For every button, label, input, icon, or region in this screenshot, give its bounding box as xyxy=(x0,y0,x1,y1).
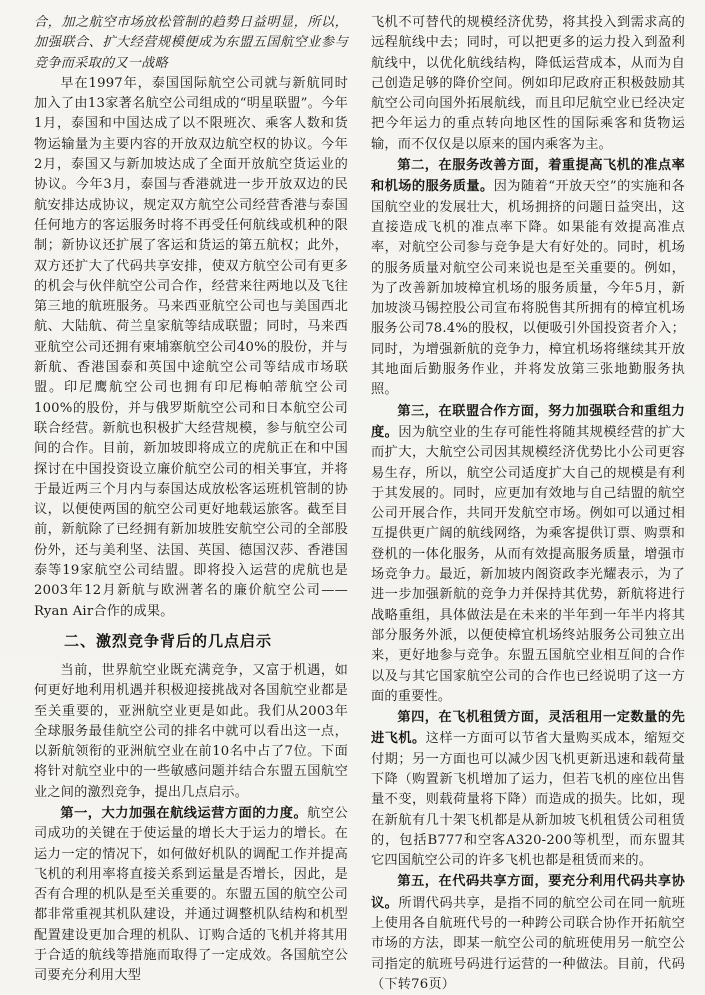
paragraph-text: 航空公司成功的关键在于使运量的增长大于运力的增长。在运力一定的情况下，如何做好机队的调配工作并提高飞机的利用率将直接关系到运量是否增长，因此，是否有合理的机队是至关重要的。东盟五国的航空公司都非常重视其机队建设，并通过调整机队结构和机型配置建设更加合理的机队、订购合适的飞机并将其用于合适的航线等措施而取得了一定成效。各国航空公司要充分利用大型 xyxy=(34,805,348,984)
paragraph-text: 合，加之航空市场放松管制的趋势日益明显，所以，加强联合、扩大经营规模便成为东盟五国航空业参与竞争而采取的又一战略 xyxy=(34,15,348,71)
paragraph xyxy=(371,707,685,871)
paragraph-text: 因为航空业的生存可能性将随其规模经营的扩大而扩大，大航空公司因其规模经济优势比小公司更容易生存，所以，航空公司适度扩大自己的规模是有利于其发展的。同时，应更加有效地与自己结盟的航空公司开展合作，共同开发航空市场。例如可以通过相互提供更广阔的航线网络，为乘客提供订票、购票和登机的一体化服务，从而有效提高服务质量，增强市场竞争力。最近，新加坡内阁资政李光耀表示，为了进一步加强新航的竞争力并保持其优势，新航将进行战略重组，具体做法是在未来的半年到一年半内将其部分服务外派，以便使樟宜机场终站服务公司独立出来，更好地参与竞争。东盟五国航空业相互间的合作以及与其它国家航空公司的合作也已经说明了这一方面的重要性。 xyxy=(371,424,685,704)
paragraph xyxy=(371,871,685,995)
section-heading xyxy=(34,632,348,652)
paragraph-text: 早在1997年，泰国国际航空公司就与新航同时加入了由13家著名航空公司组成的“明星联盟”。今年1月，泰国和中国达成了以不限班次、乘客人数和货物运输量为主要内容的开放双边航空权的协议。今年2月，泰国又与新加坡达成了全面开放航空货运业的协议。今年3月，泰国与香港就进一步开放双边的民航安排达成协议，规定双方航空公司经营香港与泰国任何地方的客运服务时将不再受任何航线或机种的限制；新协议还扩展了客运和货运的第五航权；此外，双方还扩大了代码共享安排，使双方航空公司有更多的机会与伙伴航空公司合作，经营来往两地以及飞往第三地的航班服务。马来西亚航空公司也与美国西北航、大陆航、荷兰皇家航等结成联盟；同时，马来西亚航空公司还拥有柬埔寨航空公司40%的股份，并与新航、香港国泰和英国中途航空公司等结成市场联盟。印尼鹰航空公司也拥有印尼梅帕蒂航空公司100%的股份，并与俄罗斯航空公司和日本航空公司联合经营。新航也积极扩大经营规模，参与航空公司间的合作。目前，新加坡即将成立的虎航正在和中国探讨在中国投资设立廉价航空公司的相关事宜，并将于最近两三个月内与泰国达成放松客运班机管制的协议，以便使两国的航空公司更好地载运旅客。截至目前，新航除了已经拥有新加坡胜安航空公司的全部股份外，还与美利坚、法国、英国、德国汉莎、香港国泰等19家航空公司结盟。即将投入运营的虎航也是2003年12月新航与欧洲著名的廉价航空公司——Ryan Air合作的成果。 xyxy=(34,75,348,619)
paragraph-lead: 第四，在飞机租赁方面，灵活租用一定数量的先进飞机。 xyxy=(371,709,685,746)
paragraph xyxy=(34,803,348,987)
paragraph-text: 所谓代码共享，是指不同的航空公司在同一航班上使用各自航班代号的一种跨公司联合协作开拓航空市场的方法，即某一航空公司的航班使用另一航空公司指定的航班号码进行运营的一种做法。目前，代码（下转76页） xyxy=(371,895,685,992)
heading-text: 二、激烈竞争背后的几点启示 xyxy=(64,632,273,650)
paragraph xyxy=(371,401,685,707)
paragraph-lead: 第三，在联盟合作方面，努力加强联合和重组力度。 xyxy=(371,402,685,439)
paragraph-lead: 第一，大力加强在航线运营方面的力度。 xyxy=(60,804,308,820)
paragraph-text: 因为随着“开放天空”的实施和各国航空业的发展壮大，机场拥挤的问题日益突出，这直接造成飞机的准点率下降。如果能有效提高准点率，对航空公司参与竞争是大有好处的。同时，机场的服务质量对航空公司来说也是至关重要的。例如，为了改善新加坡樟宜机场的服务质量，今年5月，新加坡淡马锡控股公司宣布将脱售其所拥有的樟宜机场服务公司78.4%的股权，以便吸引外国投资者介入；同时，为增强新航的竞争力，樟宜机场将继续其开放其地面后勤服务作业，并将发放第三张地勤服务执照。 xyxy=(371,179,685,398)
paragraph xyxy=(371,155,685,401)
paragraph-text: 当前，世界航空业既充满竞争，又富于机遇，如何更好地利用机遇并积极迎接挑战对各国航空业都是至关重要的，亚洲航空业更是如此。我们从2003年全球服务最佳航空公司的排名中就可以看出这一点，以新航领衔的亚洲航空业在前10名中占了7位。下面将针对航空业中的一些敏感问题并结合东盟五国航空业之间的激烈竞争，提出几点启示。 xyxy=(34,662,348,800)
paragraph-text: 飞机不可替代的规模经济优势，将其投入到需求高的远程航线中去；同时，可以把更多的运力投入到盈利航线中，以优化航线结构，降低运营成本，从而为自己创造足够的降价空间。例如印尼政府正积极鼓励其航空公司向国外拓展航线，而且印尼航空业已经决定把今年运力的重点转向地区性的国际乘客和货物运输，而不仅仅是以原来的国内乘客为主。 xyxy=(371,15,685,152)
paragraph xyxy=(371,13,685,155)
paragraph-text: 这样一方面可以节省大量购买成本，缩短交付期；另一方面也可以减少因飞机更新迅速和载荷量下降（购置新飞机增加了运力，但若飞机的座位出售量不变，则载荷量将下降）而造成的损失。比如，现在新航有几十架飞机都是从新加坡飞机租赁公司租赁的，包括B777和空客A320-200等机型，而东盟其它四国航空公司的许多飞机也都是租赁而来的。 xyxy=(371,731,685,869)
paragraph-lead: 第二，在服务改善方面，着重提高飞机的准点率和机场的服务质量。 xyxy=(371,157,685,194)
text-column-left xyxy=(34,13,348,984)
paragraph-lead: 第五，在代码共享方面，要充分利用代码共享协议。 xyxy=(371,873,685,910)
text-column-right xyxy=(371,13,685,992)
paragraph xyxy=(34,13,348,74)
paragraph xyxy=(34,74,348,622)
paragraph xyxy=(34,661,348,803)
